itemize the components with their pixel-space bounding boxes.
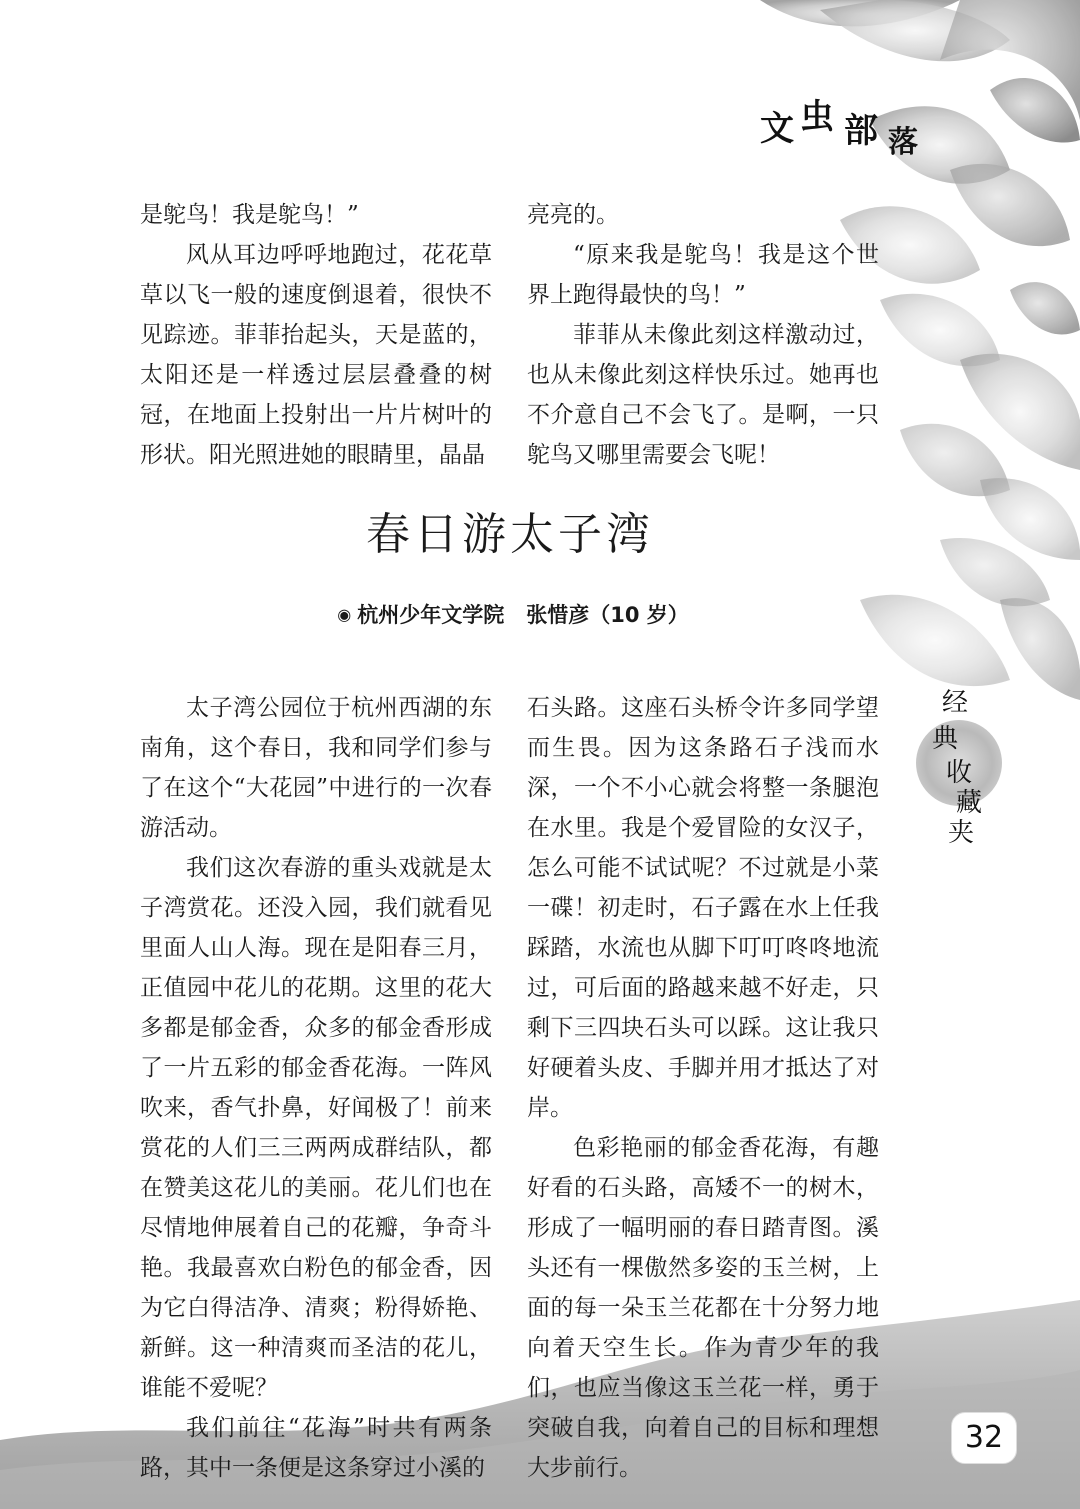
paragraph: “原来我是鸵鸟！我是这个世界上跑得最快的鸟！” [527,242,879,308]
column-badge-char: 收 [946,758,973,788]
paragraph: 风从耳边呼呼地跑过，花花草草以飞一般的速度倒退着，很快不见踪迹。菲菲抬起头，天是蓝的，太阳还是一样透过层层叠叠的树冠，在地面上投射出一片片树叶的形状。阳光照进她的眼睛里，晶晶 [140,242,492,468]
paragraph: 色彩艳丽的郁金香花海，有趣好看的石头路，高矮不一的树木，形成了一幅明丽的春日踏青图。溪头还有一棵傲然多姿的玉兰树，上面的每一朵玉兰花都在十分努力地向着天空生长。作为青少年的我们，也应当像这玉兰花一样，勇于突破自我，向着自己的目标和理想大步前行。 [527,1135,879,1481]
paragraph: 我们前往“花海”时共有两条路，其中一条便是这条穿过小溪的 [140,1415,492,1481]
article-left-column [140,688,492,1488]
page-number: 32 [951,1412,1017,1464]
top-article-right-column [527,195,879,475]
paragraph: 石头路。这座石头桥令许多同学望而生畏。因为这条路石子浅而水深，一个不小心就会将整一条腿泡在水里。我是个爱冒险的女汉子，怎么可能不试试呢？不过就是小菜一碟！初走时，石子露在水上任我踩踏，水流也从脚下叮叮咚咚地流过，可后面的路越来越不好走，只剩下三四块石头可以踩。这让我只好硬着头皮、手脚并用才抵达了对岸。 [527,695,879,1121]
column-badge-char: 藏 [956,788,983,818]
section-logo-char: 落 [888,125,918,160]
author-school: 杭州少年文学院 [357,603,505,627]
column-badge-char: 夹 [948,818,975,848]
article-title: 春日游太子湾 [366,509,654,560]
column-badge-char: 经 [942,688,969,718]
section-logo-char: 文 [760,109,794,149]
section-logo [758,98,948,178]
top-article-left-column [140,195,492,475]
paragraph: 菲菲从未像此刻这样激动过，也从未像此刻这样快乐过。她再也不介意自己不会飞了。是啊，一只鸵鸟又哪里需要会飞呢！ [527,322,879,468]
section-logo-char: 部 [844,111,878,151]
paragraph: 太子湾公园位于杭州西湖的东南角，这个春日，我和同学们参与了在这个“大花园”中进行的一次春游活动。 [140,695,492,841]
author-name: 张惜彦（10 岁） [526,603,689,627]
paragraph: 是鸵鸟！我是鸵鸟！” [140,202,359,228]
column-badge [912,690,1000,850]
bullet-icon: ◉ [337,605,352,624]
column-badge-char: 典 [932,724,959,754]
paragraph: 亮亮的。 [527,202,619,228]
section-logo-char: 虫 [800,97,834,137]
paragraph: 我们这次春游的重头戏就是太子湾赏花。还没入园，我们就看见里面人山人海。现在是阳春三月，正值园中花儿的花期。这里的花大多都是郁金香，众多的郁金香形成了一片五彩的郁金香花海。一阵风吹来，香气扑鼻，好闻极了！前来赏花的人们三三两两成群结队，都在赞美这花儿的美丽。花儿们也在尽情地伸展着自己的花瓣，争奇斗艳。我最喜欢白粉色的郁金香，因为它白得洁净、清爽；粉得娇艳、新鲜。这一种清爽而圣洁的花儿，谁能不爱呢？ [140,855,492,1401]
article-right-column [527,688,879,1488]
article-byline [0,600,1026,630]
